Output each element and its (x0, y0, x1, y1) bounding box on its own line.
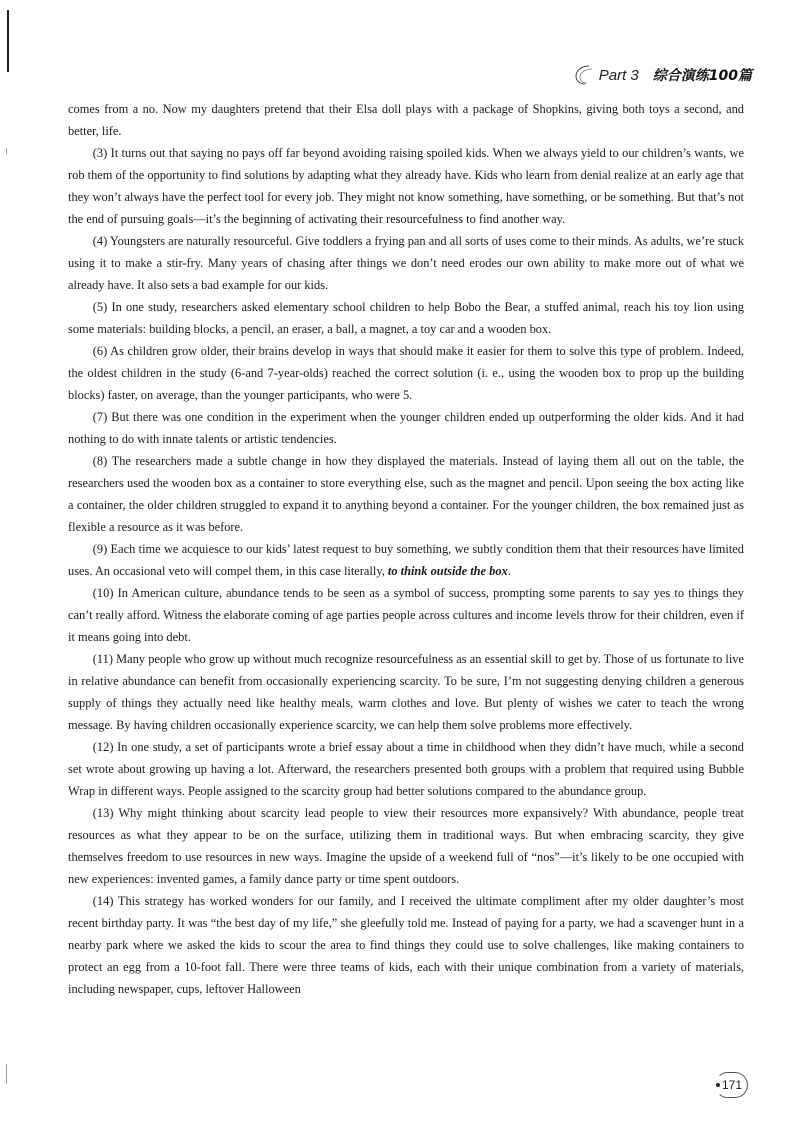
article-body (68, 98, 744, 1000)
page-number: 171 (716, 1072, 748, 1098)
paragraph (68, 98, 744, 142)
paragraph (68, 340, 744, 406)
paragraph (68, 802, 744, 890)
paragraph-text-end: . (507, 564, 511, 578)
paragraph-text: (12) In one study, a set of participants wrote a brief essay about a time in childhood when they didn’t have much, while a second set wrote about growing up having a lot. Afterward, the researchers presented both groups with a problem that required using Bubble Wrap in different ways. People assigned to the scarcity group had better solutions compared to the abundance group. (68, 740, 744, 798)
header-part-label: Part 3 (598, 66, 639, 84)
paragraph-text: (6) As children grow older, their brains develop in ways that should make it easier for them to solve this type of problem. Indeed, the oldest children in the study (6-and 7-year-olds) reached the correct solution (i. e., using the wooden box to prop up the building blocks) faster, on average, than the younger participants, who were 5. (68, 344, 744, 402)
paragraph-text: (5) In one study, researchers asked elementary school children to help Bobo the Bear, a stuffed animal, reach his toy lion using some materials: building blocks, a pencil, an eraser, a ball, a magnet, a toy car and a wooden box. (68, 300, 744, 336)
paragraph (68, 648, 744, 736)
margin-mark (6, 1064, 7, 1084)
paragraph (68, 296, 744, 340)
emphasized-phrase: to think outside the box (387, 564, 508, 578)
paragraph-text: (4) Youngsters are naturally resourceful. Give toddlers a frying pan and all sorts of uses come to their minds. As adults, we’re stuck using it to make a stir-fry. Many years of chasing after things we don’t need erodes our own ability to make more out of what we already have. It also sets a bad example for our kids. (68, 234, 744, 292)
paragraph-text: (10) In American culture, abundance tends to be seen as a symbol of success, prompting some parents to say yes to things they can’t really afford. Witness the elaborate coming of age parties people across cultures and income levels throw for their children, even if it means going into debt. (68, 586, 744, 644)
paragraph-text: (7) But there was one condition in the experiment when the younger children ended up outperforming the older kids. And it had nothing to do with innate talents or artistic tendencies. (68, 410, 744, 446)
header-section-title: 综合演练100篇 (652, 68, 752, 84)
paragraph-text: (8) The researchers made a subtle change in how they displayed the materials. Instead of laying them all out on the table, the researchers used the wooden box as a container to store everything else, such as the magnet and pencil. Upon seeing the box acting like a container, the older children struggled to expand it to anything beyond a container. For the younger children, the box remained just as flexible a resource as it was before. (68, 454, 744, 534)
paragraph-text: (11) Many people who grow up without much recognize resourcefulness as an essential skill to get by. Those of us fortunate to live in relative abundance can benefit from occasionally experiencing scarcity. To be sure, I’m not suggesting denying children a generous supply of things they actually need like healthy meals, warm clothes and love. But plenty of wishes we cater to teach the wrong message. By having children occasionally experience scarcity, we can help them solve problems more effectively. (68, 652, 744, 732)
paragraph-text: comes from a no. Now my daughters pretend that their Elsa doll plays with a package of Shopkins, giving both toys a second, and better, life. (68, 102, 744, 138)
running-header (573, 64, 752, 86)
paragraph (68, 890, 744, 1000)
paragraph (68, 582, 744, 648)
paragraph (68, 230, 744, 296)
paragraph-text: (3) It turns out that saying no pays off far beyond avoiding raising spoiled kids. When we always yield to our children’s wants, we rob them of the opportunity to find solutions by adapting what they already have. Kids who learn from denial realize at an early age that they won’t always have the perfect tool for every job. They might not know something, have something, or be something. But that’s not the end of pursuing goals—it’s the beginning of activating their resourcefulness to find another way. (68, 146, 744, 226)
paragraph (68, 736, 744, 802)
left-margin-rule (7, 10, 9, 72)
paragraph-text: (14) This strategy has worked wonders for our family, and I received the ultimate compliment after my older daughter’s most recent birthday party. It was “the best day of my life,” she gleefully told me. Instead of paying for a party, we had a scavenger hunt in a nearby park where we asked the kids to scour the area to find things they could use to solve challenges, like making containers to protect an egg from a 10-foot fall. There were three teams of kids, each with their unique combination from a variety of materials, including newspaper, cups, leftover Halloween (68, 894, 744, 996)
paragraph-text: (13) Why might thinking about scarcity lead people to view their resources more expansively? With abundance, people treat resources as what they appear to be on the surface, utilizing them in traditional ways. But when embracing scarcity, they give themselves freedom to use resources in new ways. Imagine the upside of a weekend full of “nos”—it’s likely to be one occupied with new experiences: invented games, a family dance party or time spent outdoors. (68, 806, 744, 886)
paragraph-text: (9) Each time we acquiesce to our kids’ latest request to buy something, we subtly condition them that their resources have limited uses. An occasional veto will compel them, in this case literally, (68, 542, 744, 578)
margin-mark (6, 148, 7, 154)
paragraph (68, 142, 744, 230)
paragraph (68, 406, 744, 450)
header-arc-icon (573, 64, 595, 86)
paragraph (68, 450, 744, 538)
paragraph (68, 538, 744, 582)
